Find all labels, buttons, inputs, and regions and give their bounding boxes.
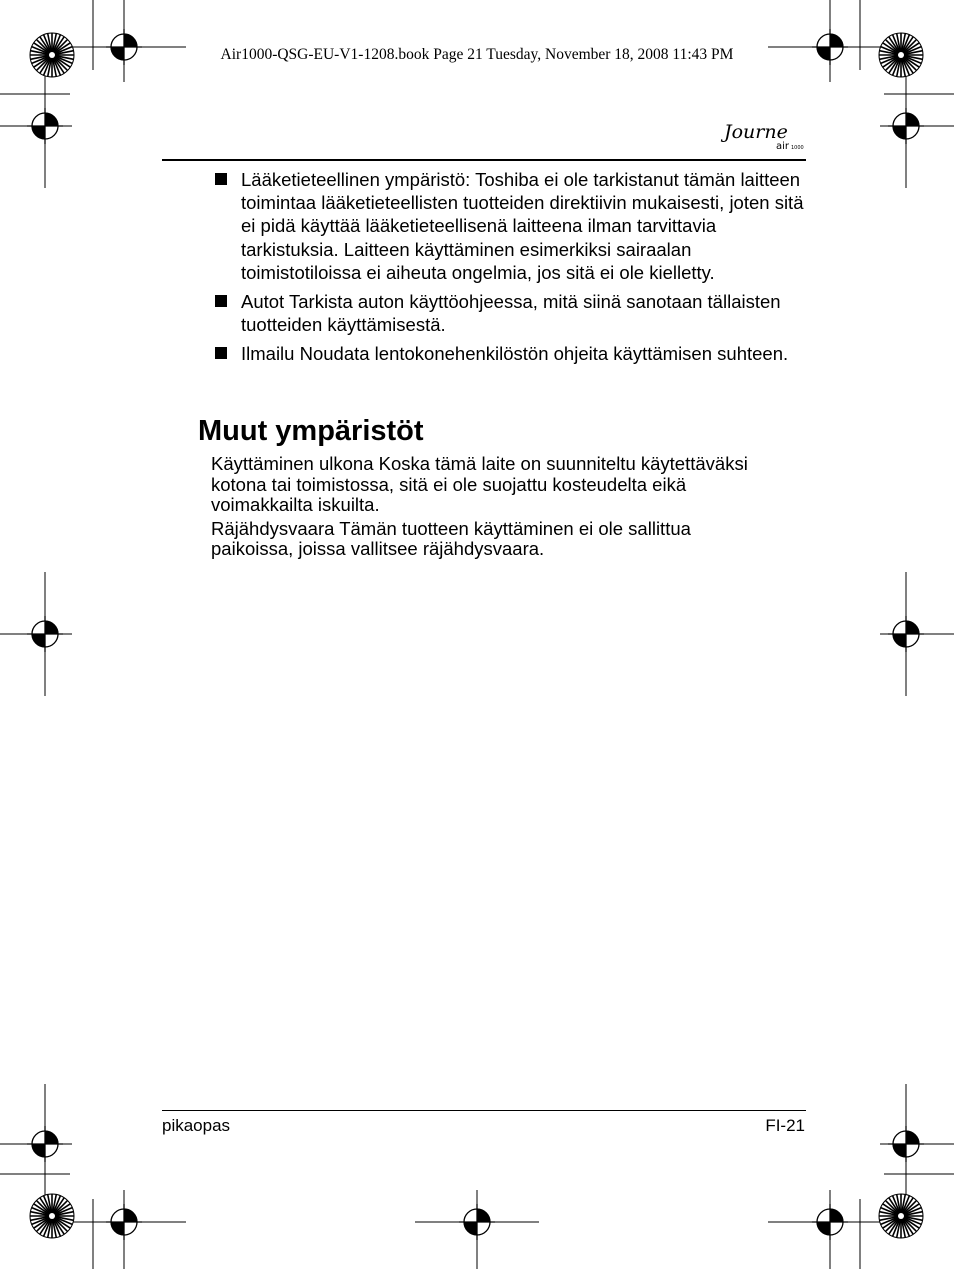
section-body xyxy=(211,454,771,563)
brand-script: Journe xyxy=(724,121,788,143)
footer-label: pikaopas xyxy=(162,1116,231,1135)
list-item xyxy=(215,342,810,365)
brand-model: air xyxy=(776,141,790,152)
paragraph: Käyttäminen ulkona Koska tämä laite on suunniteltu käytettäväksi kotona tai toimistossa, sitä ei ole suojattu kosteudelta eikä voimakkailta iskuilta. xyxy=(211,453,748,516)
registration-mark-icon xyxy=(27,616,63,652)
section-heading: Muut ympäristöt xyxy=(198,415,424,447)
registration-mark-icon xyxy=(459,1204,495,1240)
bullet-text: Ilmailu Noudata lentokonehenkilöstön ohjeita käyttämisen suhteen. xyxy=(241,343,789,365)
registration-mark-icon xyxy=(106,1204,142,1240)
star-target-icon xyxy=(879,1194,923,1238)
registration-mark-icon xyxy=(888,108,924,144)
bullet-square-icon xyxy=(215,173,227,185)
list-item xyxy=(215,168,810,284)
bullet-square-icon xyxy=(215,295,227,307)
footer-rule xyxy=(162,1110,806,1111)
print-header: Air1000-QSG-EU-V1-1208.book Page 21 Tuesday, November 18, 2008 11:43 PM xyxy=(220,46,734,63)
page-number: FI-21 xyxy=(765,1116,805,1135)
registration-mark-icon xyxy=(888,616,924,652)
header-rule xyxy=(162,159,806,161)
registration-mark-icon xyxy=(812,1204,848,1240)
paragraph: Räjähdysvaara Tämän tuotteen käyttäminen ei ole sallittua paikoissa, joissa vallitsee räjähdysvaara. xyxy=(211,517,691,560)
bullet-square-icon xyxy=(215,347,227,359)
list-item xyxy=(215,290,810,336)
bullet-text: Autot Tarkista auton käyttöohjeessa, mitä siinä sanotaan tällaisten tuotteiden käyttämisestä. xyxy=(241,291,781,336)
brand-model-number: 1000 xyxy=(791,145,804,151)
journe-air-logo xyxy=(718,112,808,160)
registration-mark-icon xyxy=(27,1126,63,1162)
registration-mark-icon xyxy=(27,108,63,144)
bullet-text: Lääketieteellinen ympäristö: Toshiba ei ole tarkistanut tämän laitteen toimintaa lääketieteellisten tuotteiden direktiivin mukaisesti, joten sitä ei pidä käyttää lääketieteellisenä laitteena ilman tarvittavia tarkistuksia. Laitteen käyttäminen esimerkiksi sairaalan toimistotiloissa ei aiheuta ongelmia, jos sitä ei ole kielletty. xyxy=(241,169,804,283)
registration-mark-icon xyxy=(888,1126,924,1162)
bullet-list xyxy=(215,168,810,372)
star-target-icon xyxy=(30,1194,74,1238)
